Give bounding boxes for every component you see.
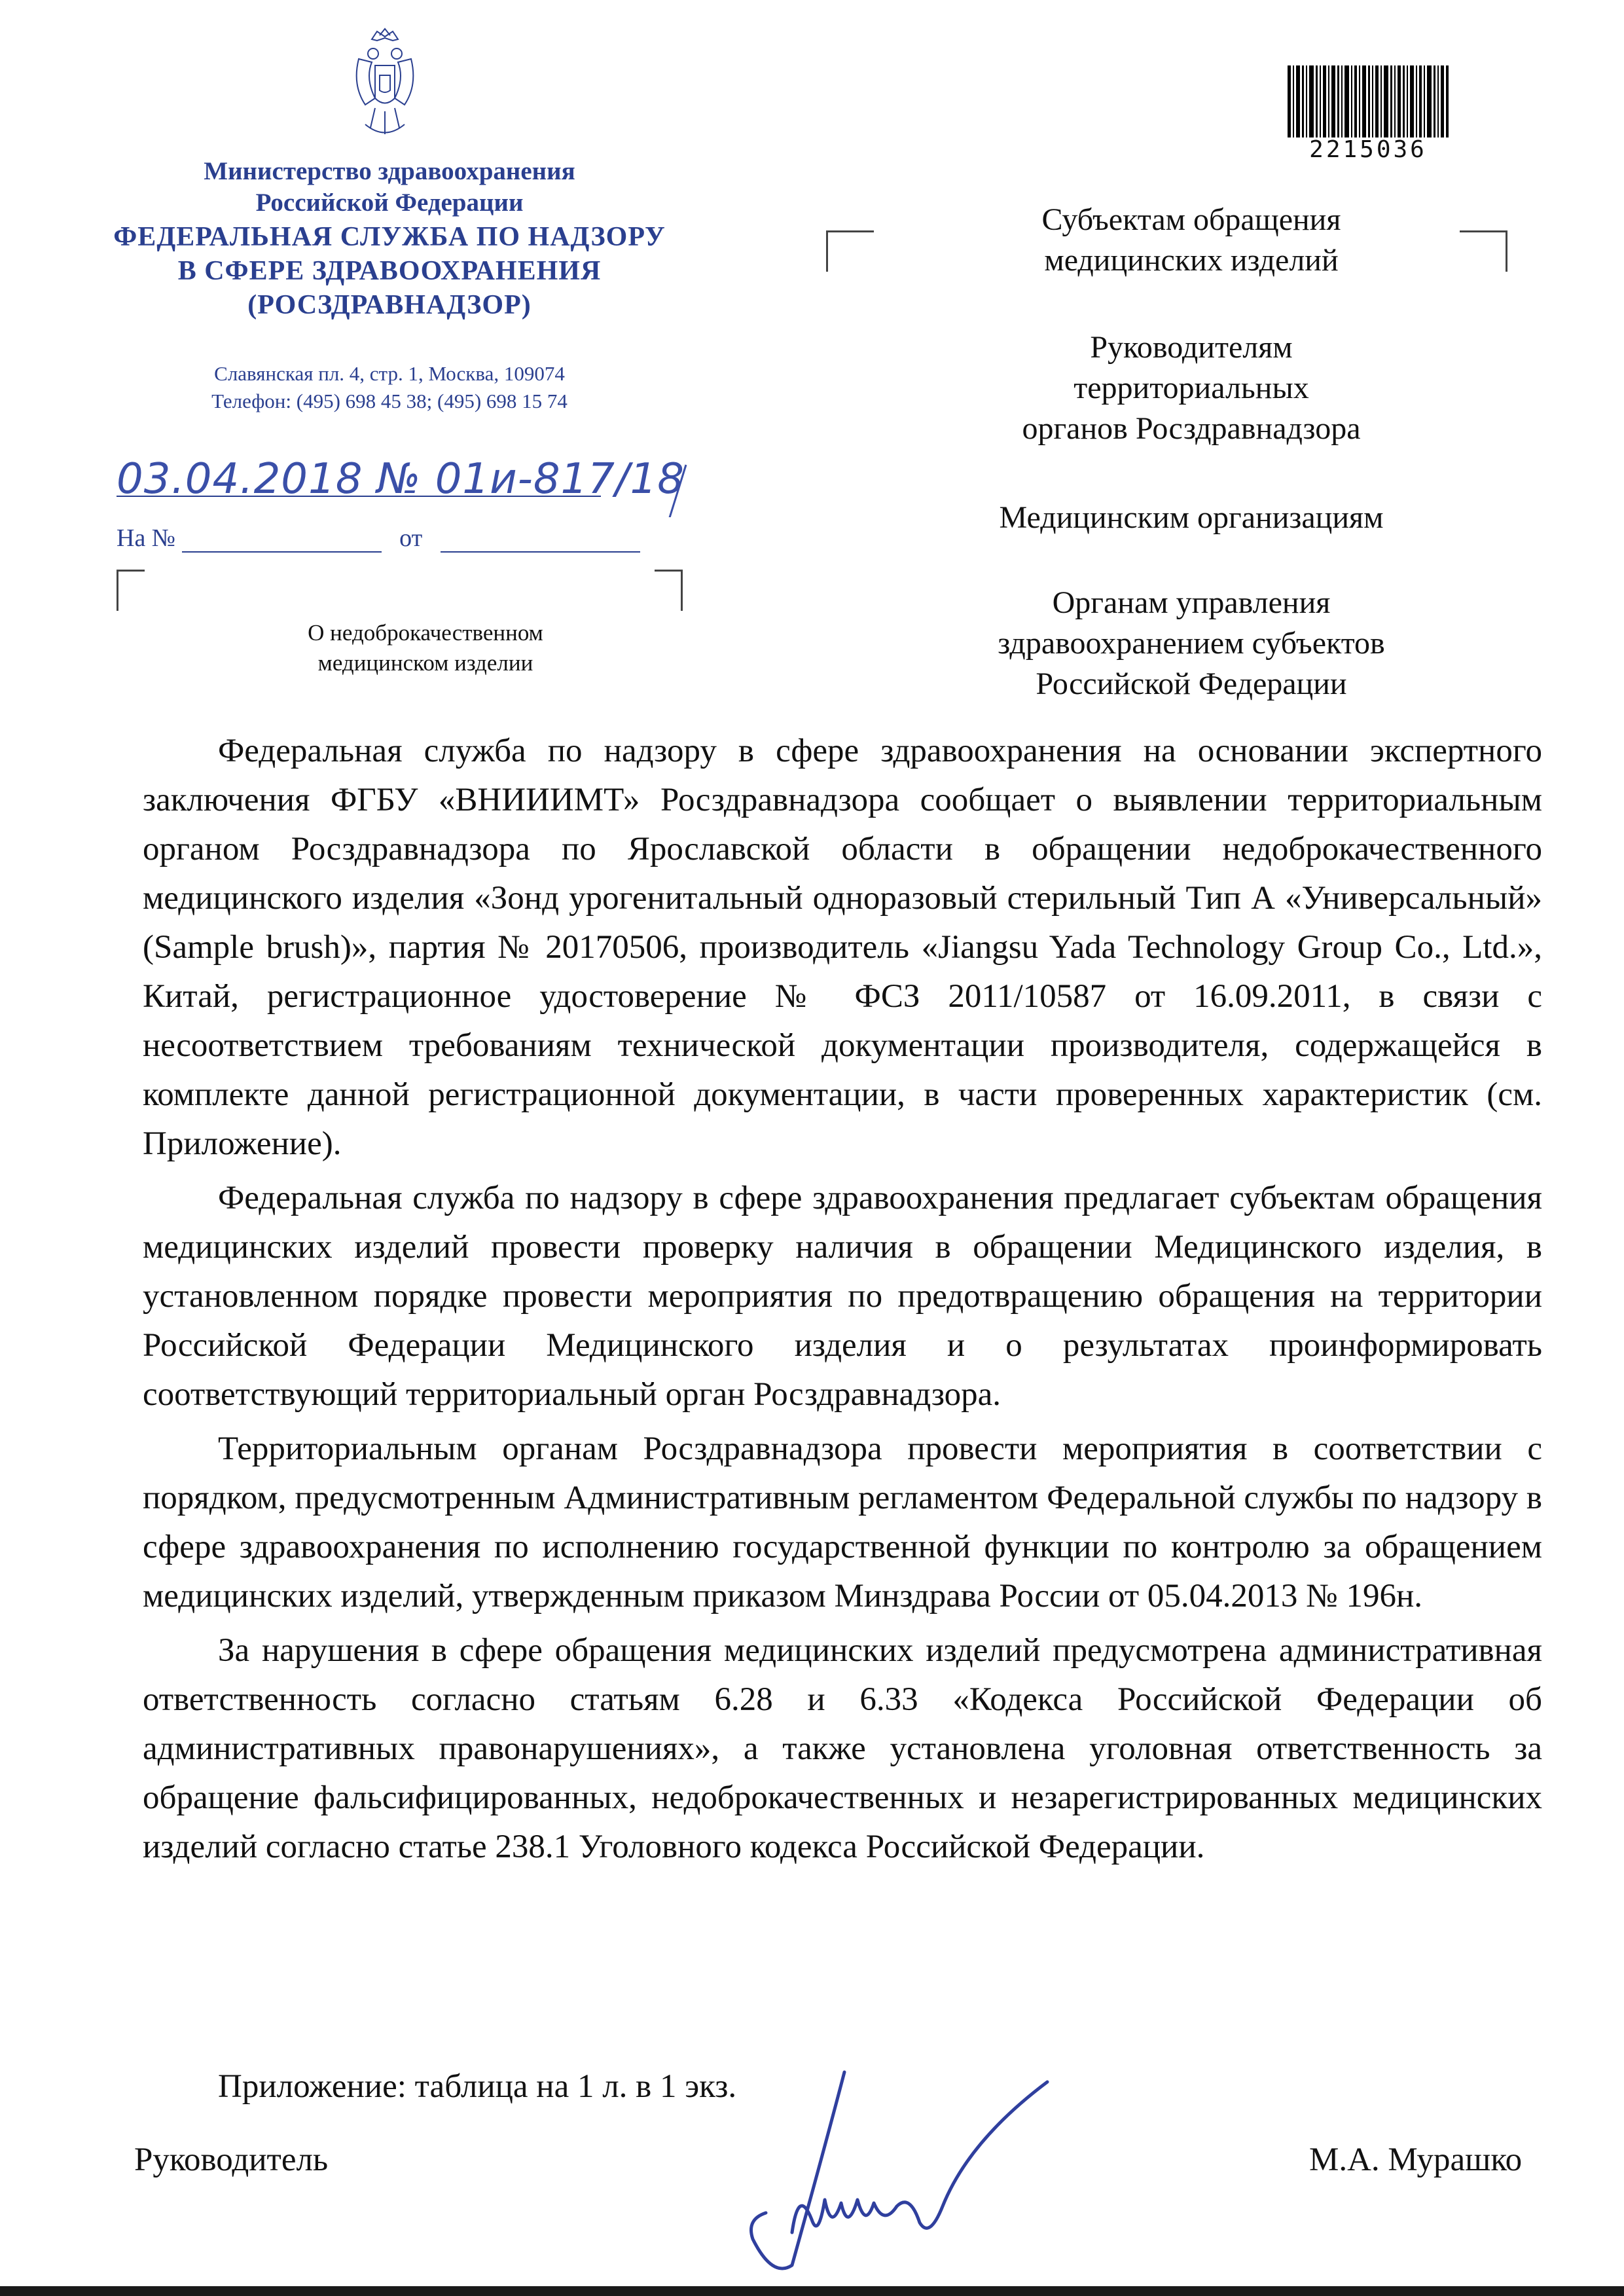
address: Славянская пл. 4, стр. 1, Москва, 109074 (214, 362, 565, 385)
registration-handwritten: 03.04.2018 № 01и-817/18 (117, 455, 685, 503)
reply-number-blank (182, 529, 382, 553)
addressee-2-line-1: Руководителям (1090, 330, 1293, 365)
subject-bracket-right (655, 570, 683, 611)
contacts (118, 360, 661, 415)
handwritten-signature (694, 2069, 1060, 2285)
addressee-1-line-1: Субъектам обращения (1041, 202, 1341, 237)
reply-from: от (399, 524, 423, 552)
addressee-1-line-2: медицинских изделий (1044, 243, 1339, 278)
addressee-4-line-3: Российской Федерации (1036, 666, 1347, 701)
attachment-note: Приложение: таблица на 1 л. в 1 экз. (218, 2068, 737, 2105)
addressee-4 (903, 583, 1479, 704)
addressee-2 (903, 327, 1479, 449)
body-paragraph-4: За нарушения в сфере обращения медицинских изделий предусмотрена административная ответственность согласно статьям 6.28 и 6.33 «Кодекса Российской Федерации об административных правонарушениях», а также установлена уголовная ответственность за обращение фальсифицированных, недоброкачественных и незарегистрированных медицинских изделий согласно статье 238.1 Уголовного кодекса Российской Федерации. (143, 1632, 1542, 1865)
subject-bracket-left (117, 570, 145, 611)
ministry-line-1: Министерство здравоохранения (204, 157, 575, 185)
addressee-2-line-2: территориальных (1074, 371, 1309, 405)
reply-reference (117, 524, 706, 556)
addressee-3-line-1: Медицинским организациям (999, 500, 1384, 535)
addressee-bracket-left (826, 230, 874, 272)
addressee-4-line-2: здравоохранением субъектов (998, 626, 1385, 661)
ministry-name (118, 156, 661, 219)
service-line-3: (РОСЗДРАВНАДЗОР) (247, 290, 532, 320)
subject-line-2: медицинском изделии (317, 650, 533, 676)
coat-of-arms-icon (346, 26, 424, 151)
signatory-name: М.А. Мурашко (1309, 2141, 1523, 2178)
service-name (79, 220, 700, 322)
service-line-2: В СФЕРЕ ЗДРАВООХРАНЕНИЯ (177, 256, 602, 286)
scan-bottom-edge (0, 2286, 1624, 2296)
service-line-1: ФЕДЕРАЛЬНАЯ СЛУЖБА ПО НАДЗОРУ (113, 222, 666, 252)
body-paragraph-1: Федеральная служба по надзору в сфере здравоохранения на основании экспертного заключения ФГБУ «ВНИИИМТ» Росздравнадзора сообщает о выявлении территориальным органом Росздравнадзора по Ярославской области в обращении недоброкачественного медицинского изделия «Зонд урогенитальный одноразовый стерильный Тип А «Универсальный» (Sample brush)», партия № 20170506, производитель «Jiangsu Yada Technology Group Co., Ltd.», Китай, регистрационное удостоверение № ФСЗ 2011/10587 от 16.09.2011, в связи с несоответствием требованиям технической документации производителя, содержащейся в комплекте данной регистрационной документации, в части проверенных характеристик (см. Приложение). (143, 733, 1542, 1162)
addressee-1 (903, 200, 1479, 281)
reply-prefix: На № (117, 524, 176, 552)
reply-date-blank (441, 529, 640, 553)
subject-line-1: О недоброкачественном (308, 620, 543, 646)
letter-body (143, 727, 1542, 1877)
barcode-icon (1286, 65, 1450, 137)
signatory-title: Руководитель (134, 2141, 329, 2178)
phone: Телефон: (495) 698 45 38; (495) 698 15 74 (211, 390, 568, 412)
body-paragraph-3: Территориальным органам Росздравнадзора провести мероприятия в соответствии с порядком, предусмотренным Административным регламентом Федеральной службы по надзору в сфере здравоохранения по исполнению государственной функции по контролю за обращением медицинских изделий, утвержденным приказом Минздрава России от 05.04.2013 № 196н. (143, 1430, 1542, 1614)
addressee-4-line-1: Органам управления (1052, 585, 1331, 620)
addressee-2-line-3: органов Росздравнадзора (1022, 411, 1361, 446)
ministry-line-2: Российской Федерации (255, 189, 524, 217)
body-paragraph-2: Федеральная служба по надзору в сфере здравоохранения предлагает субъектам обращения медицинских изделий провести проверку наличия в обращении Медицинского изделия, в установленном порядке провести мероприятия по предотвращению обращения на территории Российской Федерации Медицинского изделия и о результатах проинформировать соответствующий территориальный орган Росздравнадзора. (143, 1180, 1542, 1413)
addressee-3 (903, 498, 1479, 538)
letter-subject (236, 618, 615, 678)
barcode-number: 2215036 (1309, 136, 1427, 163)
